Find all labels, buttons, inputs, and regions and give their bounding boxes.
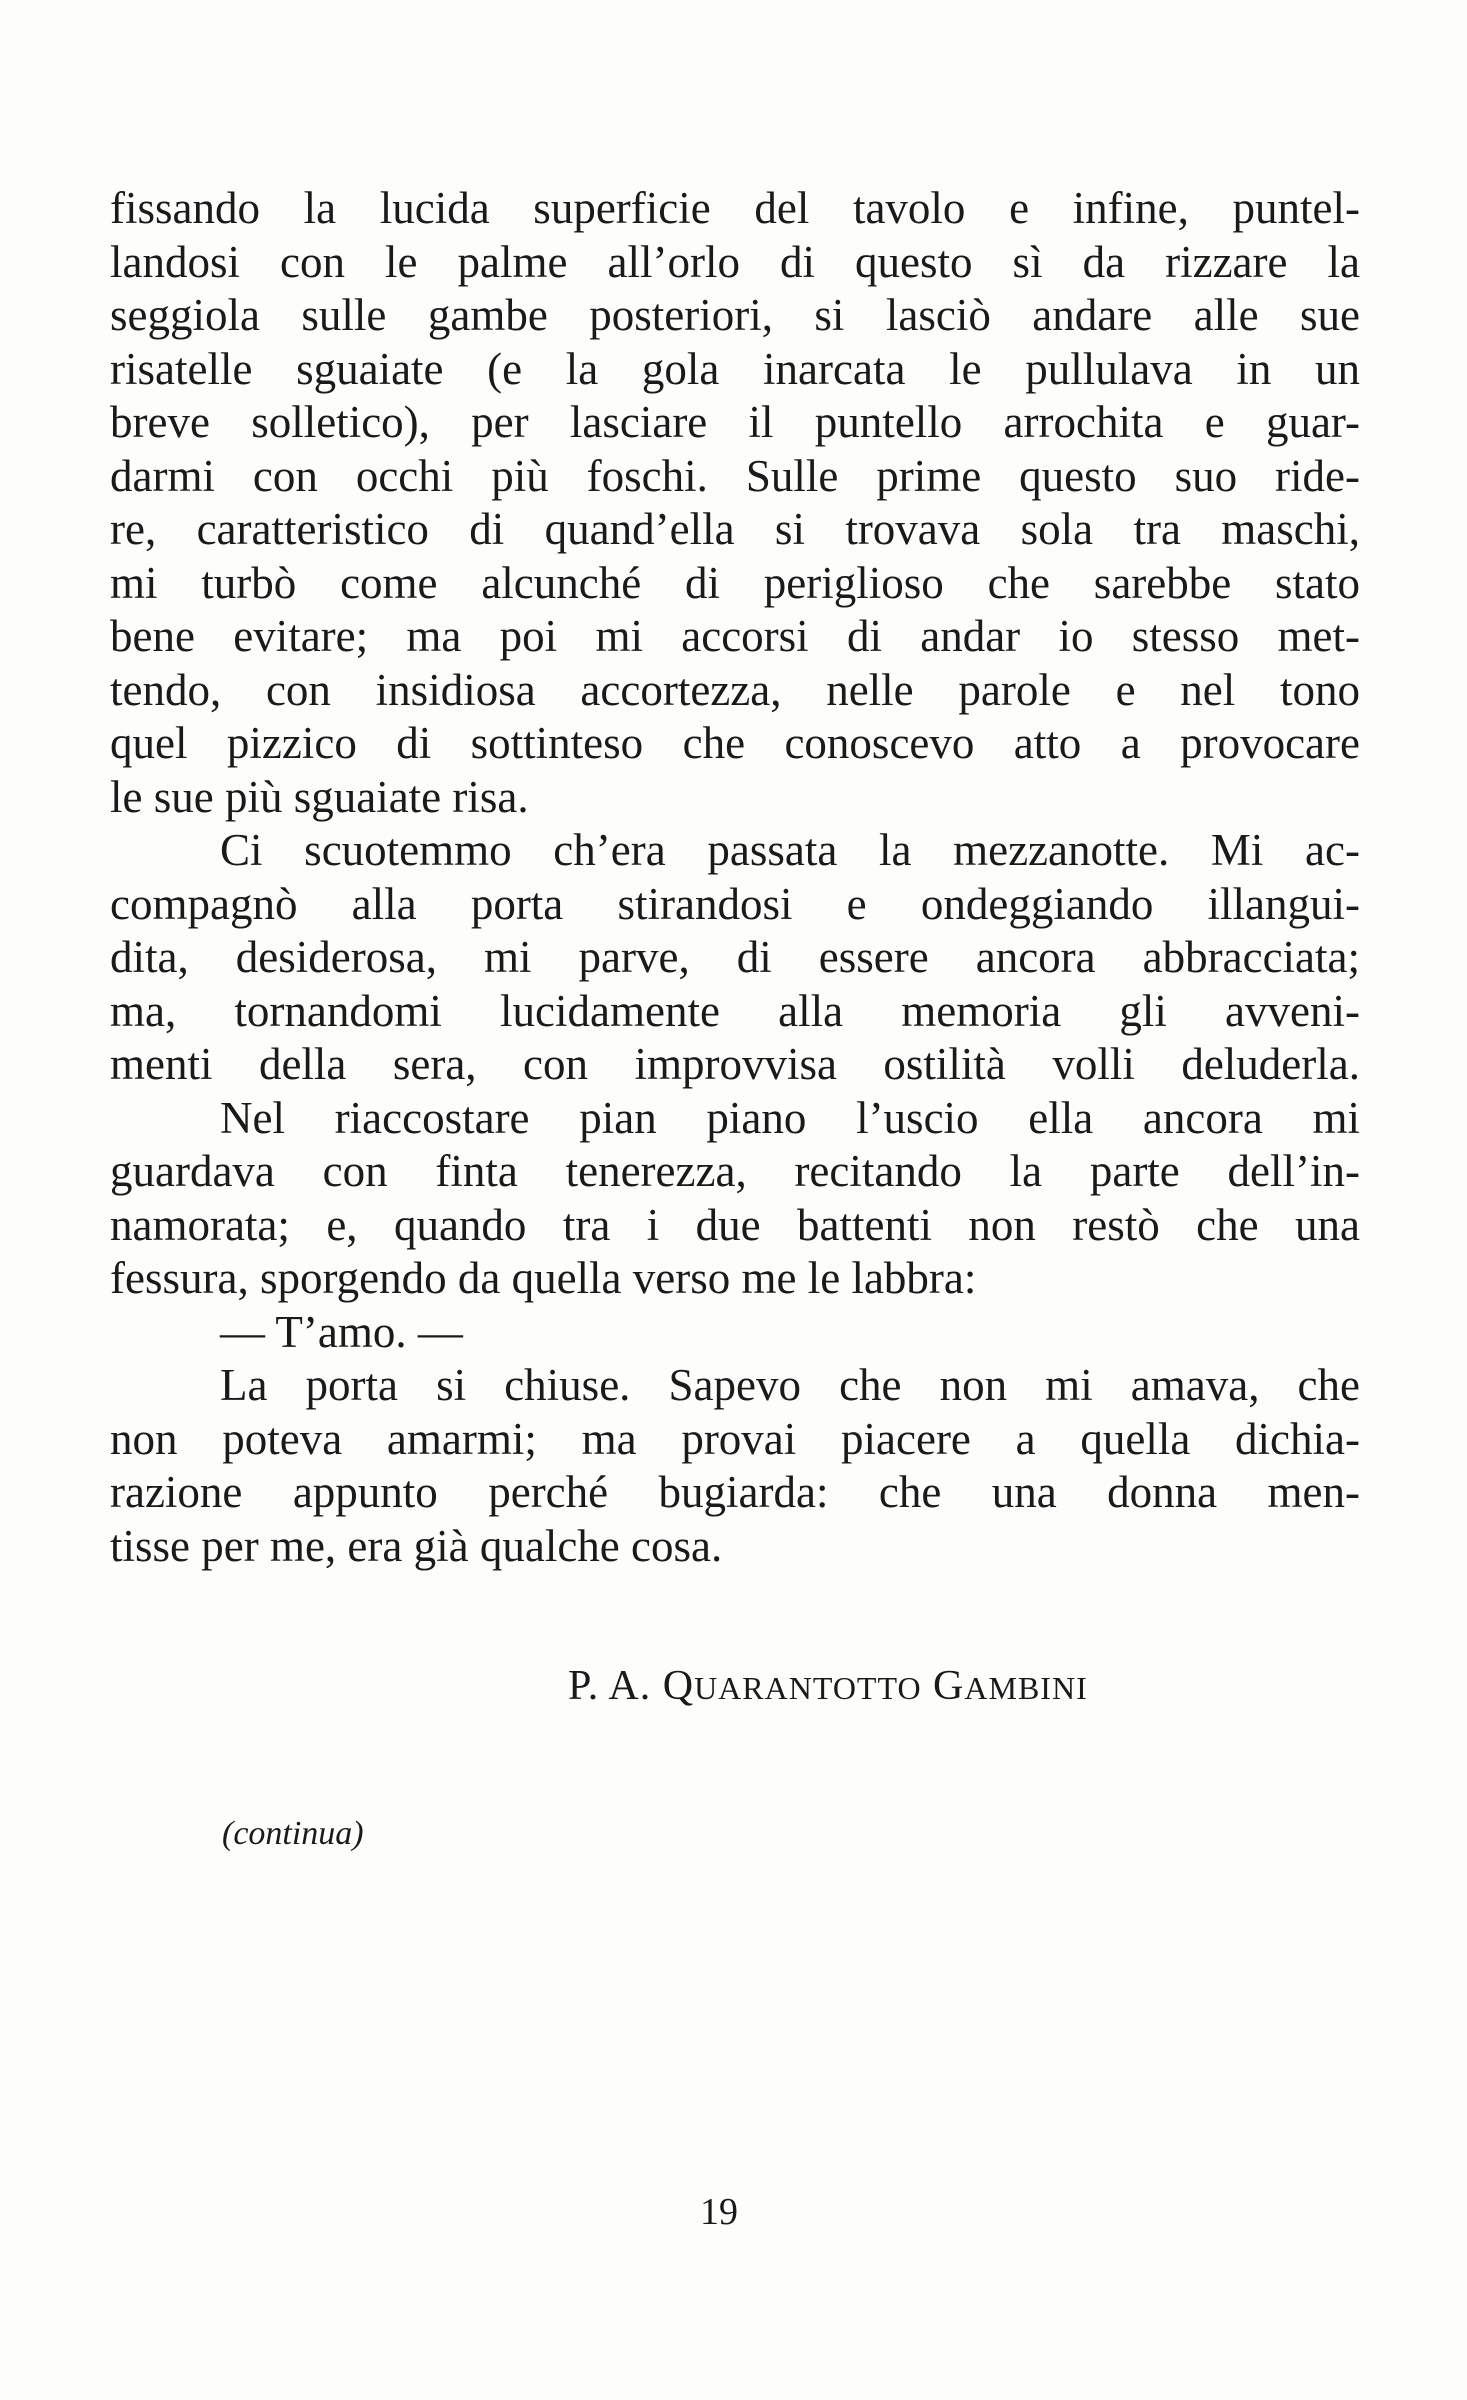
body-text [110, 182, 1360, 1573]
text-line: bene evitare; ma poi mi accorsi di andar io stesso met- [110, 611, 1360, 661]
text-line: le sue più sguaiate risa. [110, 771, 529, 822]
author-name [933, 1663, 1088, 1709]
surname-initial: Q [662, 1663, 695, 1709]
text-line: Ci scuotemmo ch’era passata la mezzanotte. Mi ac- [220, 825, 1360, 875]
text-line: mi turbò come alcunché di periglioso che sarebbe stato [110, 557, 1360, 608]
text-line: fessura, sporgendo da quella verso me le labbra: [110, 1253, 977, 1303]
dialogue-line: — T’amo. — [220, 1306, 463, 1357]
text-line: menti della sera, con improvvisa ostilità volli deluderla. [110, 1039, 1360, 1089]
text-line: fissando la lucida superficie del tavolo e infine, puntel- [110, 183, 1360, 233]
text-line: darmi con occhi più foschi. Sulle prime questo suo ride- [110, 450, 1360, 501]
continued-note: (continua) [222, 1815, 364, 1852]
text-line: Nel riaccostare pian piano l’uscio ella ancora mi [220, 1092, 1360, 1143]
text-line: tendo, con insidiosa accortezza, nelle parole e nel tono [110, 664, 1360, 715]
text-line: landosi con le palme all’orlo di questo sì da rizzare la [110, 236, 1360, 287]
text-line: risatelle sguaiate (e la gola inarcata le pullulava in un [110, 343, 1360, 394]
text-line: re, caratteristico di quand’ella si trovava sola tra maschi, [110, 504, 1360, 554]
text-line: non poteva amarmi; ma provai piacere a quella dichia- [110, 1413, 1360, 1464]
text-line: dita, desiderosa, mi parve, di essere ancora abbracciata; [110, 932, 1360, 982]
text-line: breve solletico), per lasciare il puntello arrochita e guar- [110, 397, 1360, 447]
author-surname [663, 1663, 922, 1709]
text-line: guardava con finta tenerezza, recitando la parte dell’in- [110, 1146, 1360, 1196]
name-rest: AMBINI [964, 1670, 1088, 1706]
text-line: quel pizzico di sottinteso che conoscevo atto a provocare [110, 718, 1360, 768]
name-initial: G [933, 1663, 965, 1709]
text-line: ma, tornandomi lucidamente alla memoria gli avveni- [110, 985, 1360, 1036]
author-signature [568, 1662, 1088, 1710]
page-number: 19 [700, 2191, 738, 2233]
text-line: razione appunto perché bugiarda: che una donna men- [110, 1467, 1360, 1517]
text-line: compagnò alla porta stirandosi e ondeggiando illangui- [110, 878, 1360, 929]
surname-rest: UARANTOTTO [694, 1670, 922, 1706]
text-line: La porta si chiuse. Sapevo che non mi amava, che [220, 1360, 1360, 1410]
author-initials: P. A. [568, 1663, 652, 1709]
text-line: tisse per me, era già qualche cosa. [110, 1520, 723, 1571]
text-line: namorata; e, quando tra i due battenti non restò che una [110, 1199, 1360, 1250]
text-line: seggiola sulle gambe posteriori, si lasciò andare alle sue [110, 290, 1360, 340]
